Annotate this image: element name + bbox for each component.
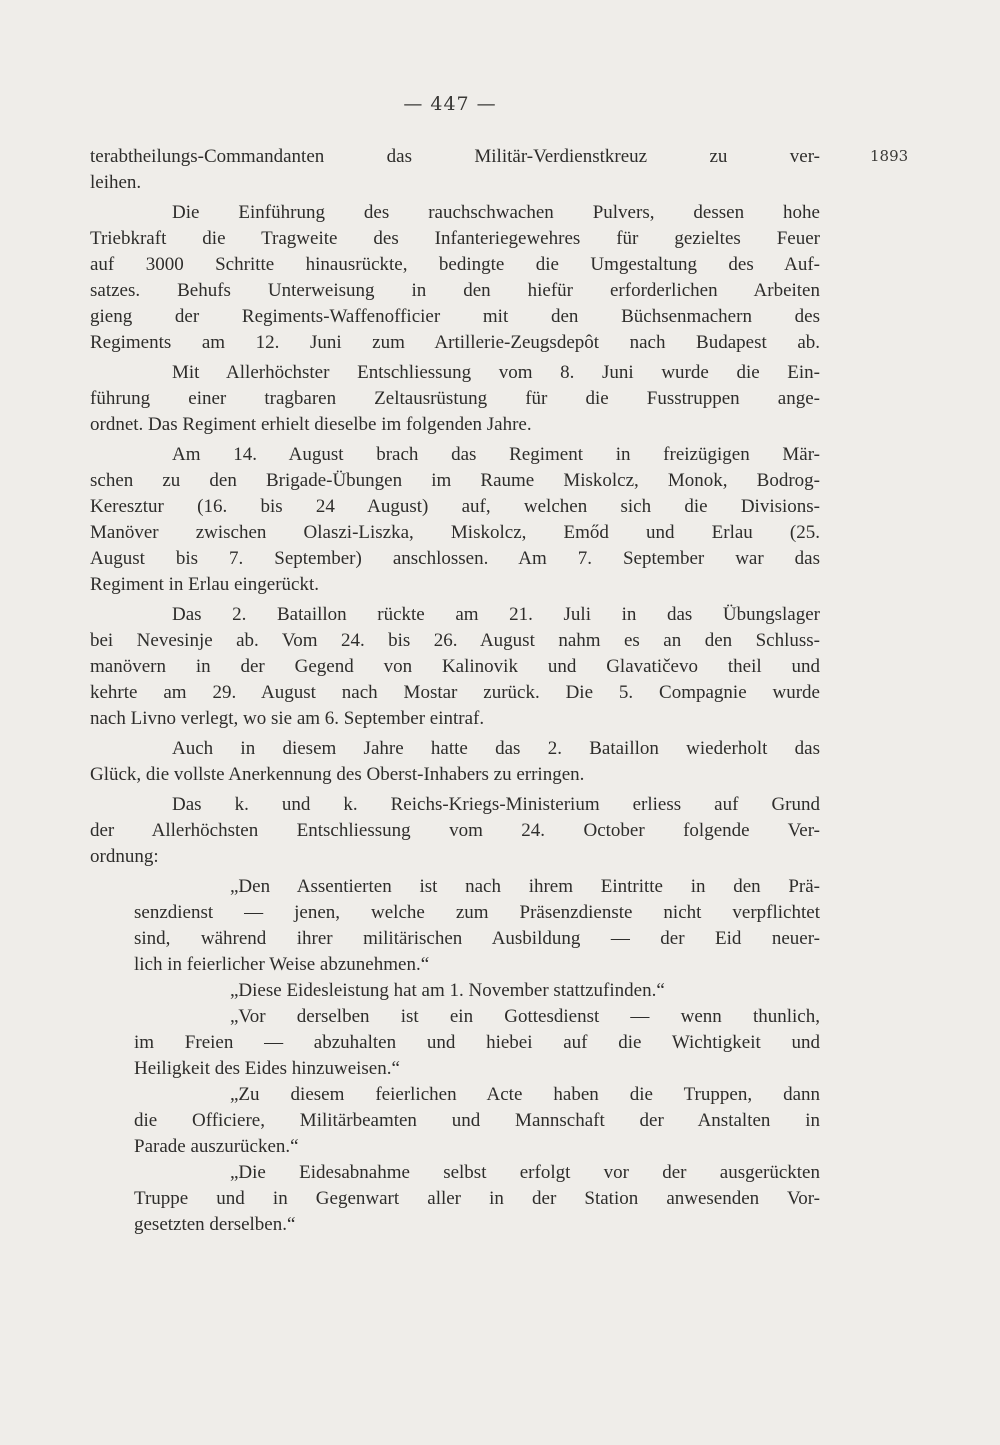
text-line: Keresztur (16. bis 24 August) auf, welchen sich die Divisions- bbox=[90, 496, 820, 517]
page-number: — 447 — bbox=[403, 93, 497, 115]
text-line: Auch in diesem Jahre hatte das 2. Bataillon wiederholt das bbox=[172, 738, 820, 759]
text-line: Am 14. August brach das Regiment in freizügigen Mär- bbox=[172, 444, 820, 465]
text-line: Glück, die vollste Anerkennung des Oberst-Inhabers zu erringen. bbox=[90, 764, 585, 785]
text-line: leihen. bbox=[90, 172, 142, 193]
text-line: Manöver zwischen Olaszi-Liszka, Miskolcz, Emőd und Erlau (25. bbox=[90, 522, 820, 543]
quote-line: die Officiere, Militärbeamten und Mannschaft der Anstalten in bbox=[134, 1110, 820, 1131]
text-line: ordnet. Das Regiment erhielt dieselbe im folgenden Jahre. bbox=[90, 414, 532, 435]
text-line: auf 3000 Schritte hinausrückte, bedingte die Umgestaltung des Auf- bbox=[90, 254, 820, 275]
quote-line: Truppe und in Gegenwart aller in der Station anwesenden Vor- bbox=[134, 1188, 820, 1209]
quote-line: gesetzten derselben.“ bbox=[134, 1214, 296, 1235]
text-line: nach Livno verlegt, wo sie am 6. September eintraf. bbox=[90, 708, 485, 729]
quote-line: lich in feierlicher Weise abzunehmen.“ bbox=[134, 954, 430, 975]
quote-line: sind, während ihrer militärischen Ausbildung — der Eid neuer- bbox=[134, 928, 820, 949]
text-line: der Allerhöchsten Entschliessung vom 24. October folgende Ver- bbox=[90, 820, 820, 841]
quote-line: „Vor derselben ist ein Gottesdienst — wenn thunlich, bbox=[230, 1006, 820, 1027]
quote-line: „Die Eidesabnahme selbst erfolgt vor der ausgerückten bbox=[230, 1162, 820, 1183]
text-line: führung einer tragbaren Zeltausrüstung für die Fusstruppen ange- bbox=[90, 388, 820, 409]
quote-line: „Zu diesem feierlichen Acte haben die Truppen, dann bbox=[230, 1084, 820, 1105]
text-line: bei Nevesinje ab. Vom 24. bis 26. August nahm es an den Schluss- bbox=[90, 630, 820, 651]
text-line: satzes. Behufs Unterweisung in den hiefür erforderlichen Arbeiten bbox=[90, 280, 820, 301]
text-line: ordnung: bbox=[90, 846, 159, 867]
quote-line: „Den Assentierten ist nach ihrem Eintritte in den Prä- bbox=[230, 876, 820, 897]
margin-year-note: 1893 bbox=[870, 147, 909, 165]
text-line: Regiments am 12. Juni zum Artillerie-Zeugsdepôt nach Budapest ab. bbox=[90, 332, 820, 353]
quote-line: senzdienst — jenen, welche zum Präsenzdienste nicht verpflichtet bbox=[134, 902, 820, 923]
text-line: kehrte am 29. August nach Mostar zurück. Die 5. Compagnie wurde bbox=[90, 682, 820, 703]
body-text bbox=[90, 144, 820, 1238]
quote-line: Heiligkeit des Eides hinzuweisen.“ bbox=[134, 1058, 400, 1079]
text-line: gieng der Regiments-Waffenofficier mit den Büchsenmachern des bbox=[90, 306, 820, 327]
text-line: Das k. und k. Reichs-Kriegs-Ministerium erliess auf Grund bbox=[172, 794, 820, 815]
text-line: Regiment in Erlau eingerückt. bbox=[90, 574, 319, 595]
text-line: August bis 7. September) anschlossen. Am 7. September war das bbox=[90, 548, 820, 569]
text-line: terabtheilungs-Commandanten das Militär-Verdienstkreuz zu ver- bbox=[90, 146, 820, 167]
quote-line: im Freien — abzuhalten und hiebei auf die Wichtigkeit und bbox=[134, 1032, 820, 1053]
text-line: Triebkraft die Tragweite des Infanteriegewehres für gezieltes Feuer bbox=[90, 228, 820, 249]
quote-line: Parade auszurücken.“ bbox=[134, 1136, 299, 1157]
text-line: manövern in der Gegend von Kalinovik und Glavatičevo theil und bbox=[90, 656, 820, 677]
text-line: Mit Allerhöchster Entschliessung vom 8. Juni wurde die Ein- bbox=[172, 362, 820, 383]
text-line: schen zu den Brigade-Übungen im Raume Miskolcz, Monok, Bodrog- bbox=[90, 470, 820, 491]
text-line: Das 2. Bataillon rückte am 21. Juli in das Übungslager bbox=[172, 604, 820, 625]
text-line: Die Einführung des rauchschwachen Pulvers, dessen hohe bbox=[172, 202, 820, 223]
quote-line: „Diese Eidesleistung hat am 1. November stattzufinden.“ bbox=[230, 980, 665, 1001]
